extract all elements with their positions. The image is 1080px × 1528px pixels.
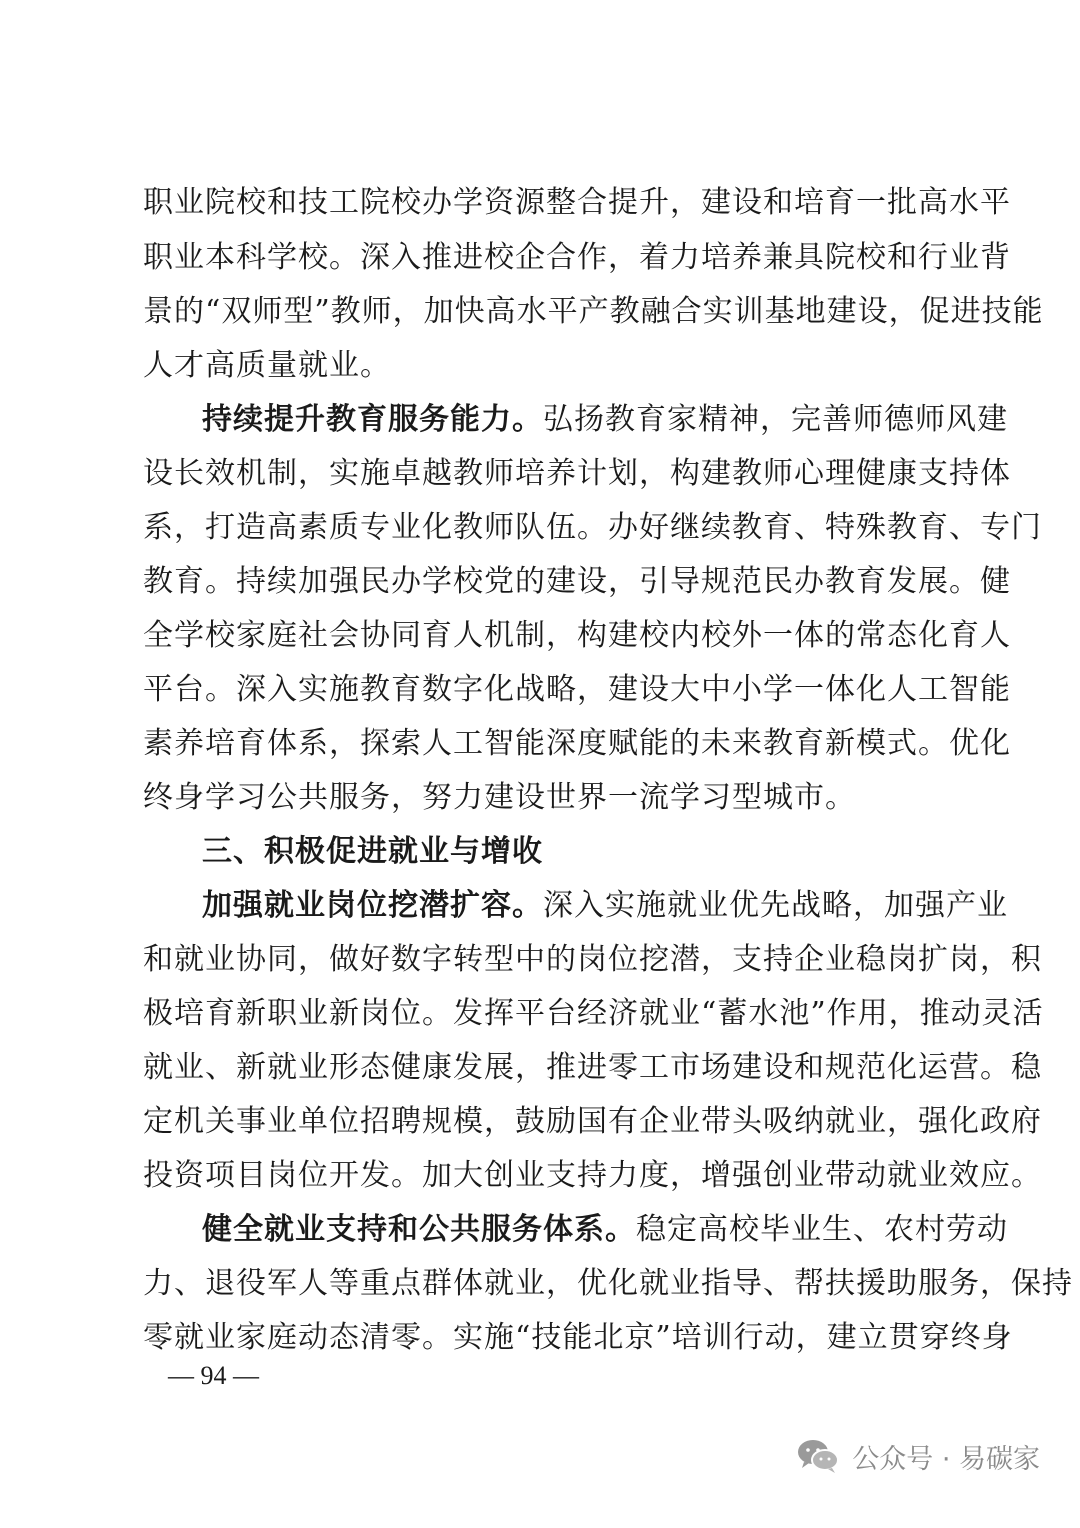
paragraph-3-line-5: 定机关事业单位招聘规模，鼓励国有企业带头吸纳就业，强化政府 [143, 1104, 1042, 1139]
paragraph-4-line-3: 零就业家庭动态清零。实施“技能北京”培训行动，建立贯穿终身 [143, 1320, 1013, 1355]
paragraph-4-lead: 健全就业支持和公共服务体系。 [202, 1212, 636, 1247]
paragraph-3-line-4: 就业、新就业形态健康发展，推进零工市场建设和规范化运营。稳 [143, 1050, 1042, 1085]
paragraph-2-line-1-rest: 弘扬教育家精神，完善师德师风建 [543, 402, 1008, 437]
paragraph-3-line-3: 极培育新职业新岗位。发挥平台经济就业“蓄水池”作用，推动灵活 [143, 996, 1044, 1031]
paragraph-2-line-1 [202, 393, 1008, 447]
paragraph-3-line-1-rest: 深入实施就业优先战略，加强产业 [543, 888, 1008, 923]
paragraph-3-line-1 [202, 879, 1008, 933]
paragraph-3-line-6: 投资项目岗位开发。加大创业支持力度，增强创业带动就业效应。 [143, 1158, 1042, 1193]
paragraph-2-line-6: 平台。深入实施教育数字化战略，建设大中小学一体化人工智能 [143, 672, 1011, 707]
watermark-text: 公众号 · 易碳家 [852, 1443, 1040, 1475]
paragraph-4-line-2: 力、退役军人等重点群体就业，优化就业指导、帮扶援助服务，保持 [143, 1266, 1073, 1301]
paragraph-2-line-5: 全学校家庭社会协同育人机制，构建校内校外一体的常态化育人 [143, 618, 1011, 653]
paragraph-1-line-4: 人才高质量就业。 [143, 348, 391, 383]
section-heading: 三、积极促进就业与增收 [202, 834, 543, 869]
watermark [796, 1430, 1040, 1482]
paragraph-4-line-1 [202, 1203, 1008, 1257]
paragraph-1-line-1: 职业院校和技工院校办学资源整合提升，建设和培育一批高水平 [143, 185, 1011, 220]
paragraph-2-line-4: 教育。持续加强民办学校党的建设，引导规范民办教育发展。健 [143, 564, 1011, 599]
paragraph-2-line-7: 素养培育体系，探索人工智能深度赋能的未来教育新模式。优化 [143, 726, 1011, 761]
paragraph-3-line-2: 和就业协同，做好数字转型中的岗位挖潜，支持企业稳岗扩岗，积 [143, 942, 1042, 977]
paragraph-2-line-3: 系，打造高素质专业化教师队伍。办好继续教育、特殊教育、专门 [143, 510, 1042, 545]
paragraph-3-lead: 加强就业岗位挖潜扩容。 [202, 888, 543, 923]
paragraph-2-lead: 持续提升教育服务能力。 [202, 402, 543, 437]
page-number: — 94 — [168, 1361, 259, 1390]
paragraph-2-line-2: 设长效机制，实施卓越教师培养计划，构建教师心理健康支持体 [143, 456, 1011, 491]
wechat-icon [796, 1438, 840, 1474]
paragraph-2-line-8: 终身学习公共服务，努力建设世界一流学习型城市。 [143, 780, 856, 815]
paragraph-1-line-3: 景的“双师型”教师，加快高水平产教融合实训基地建设，促进技能 [143, 294, 1044, 329]
paragraph-1-line-2: 职业本科学校。深入推进校企合作，着力培养兼具院校和行业背 [143, 240, 1011, 275]
paragraph-4-line-1-rest: 稳定高校毕业生、农村劳动 [636, 1212, 1008, 1247]
